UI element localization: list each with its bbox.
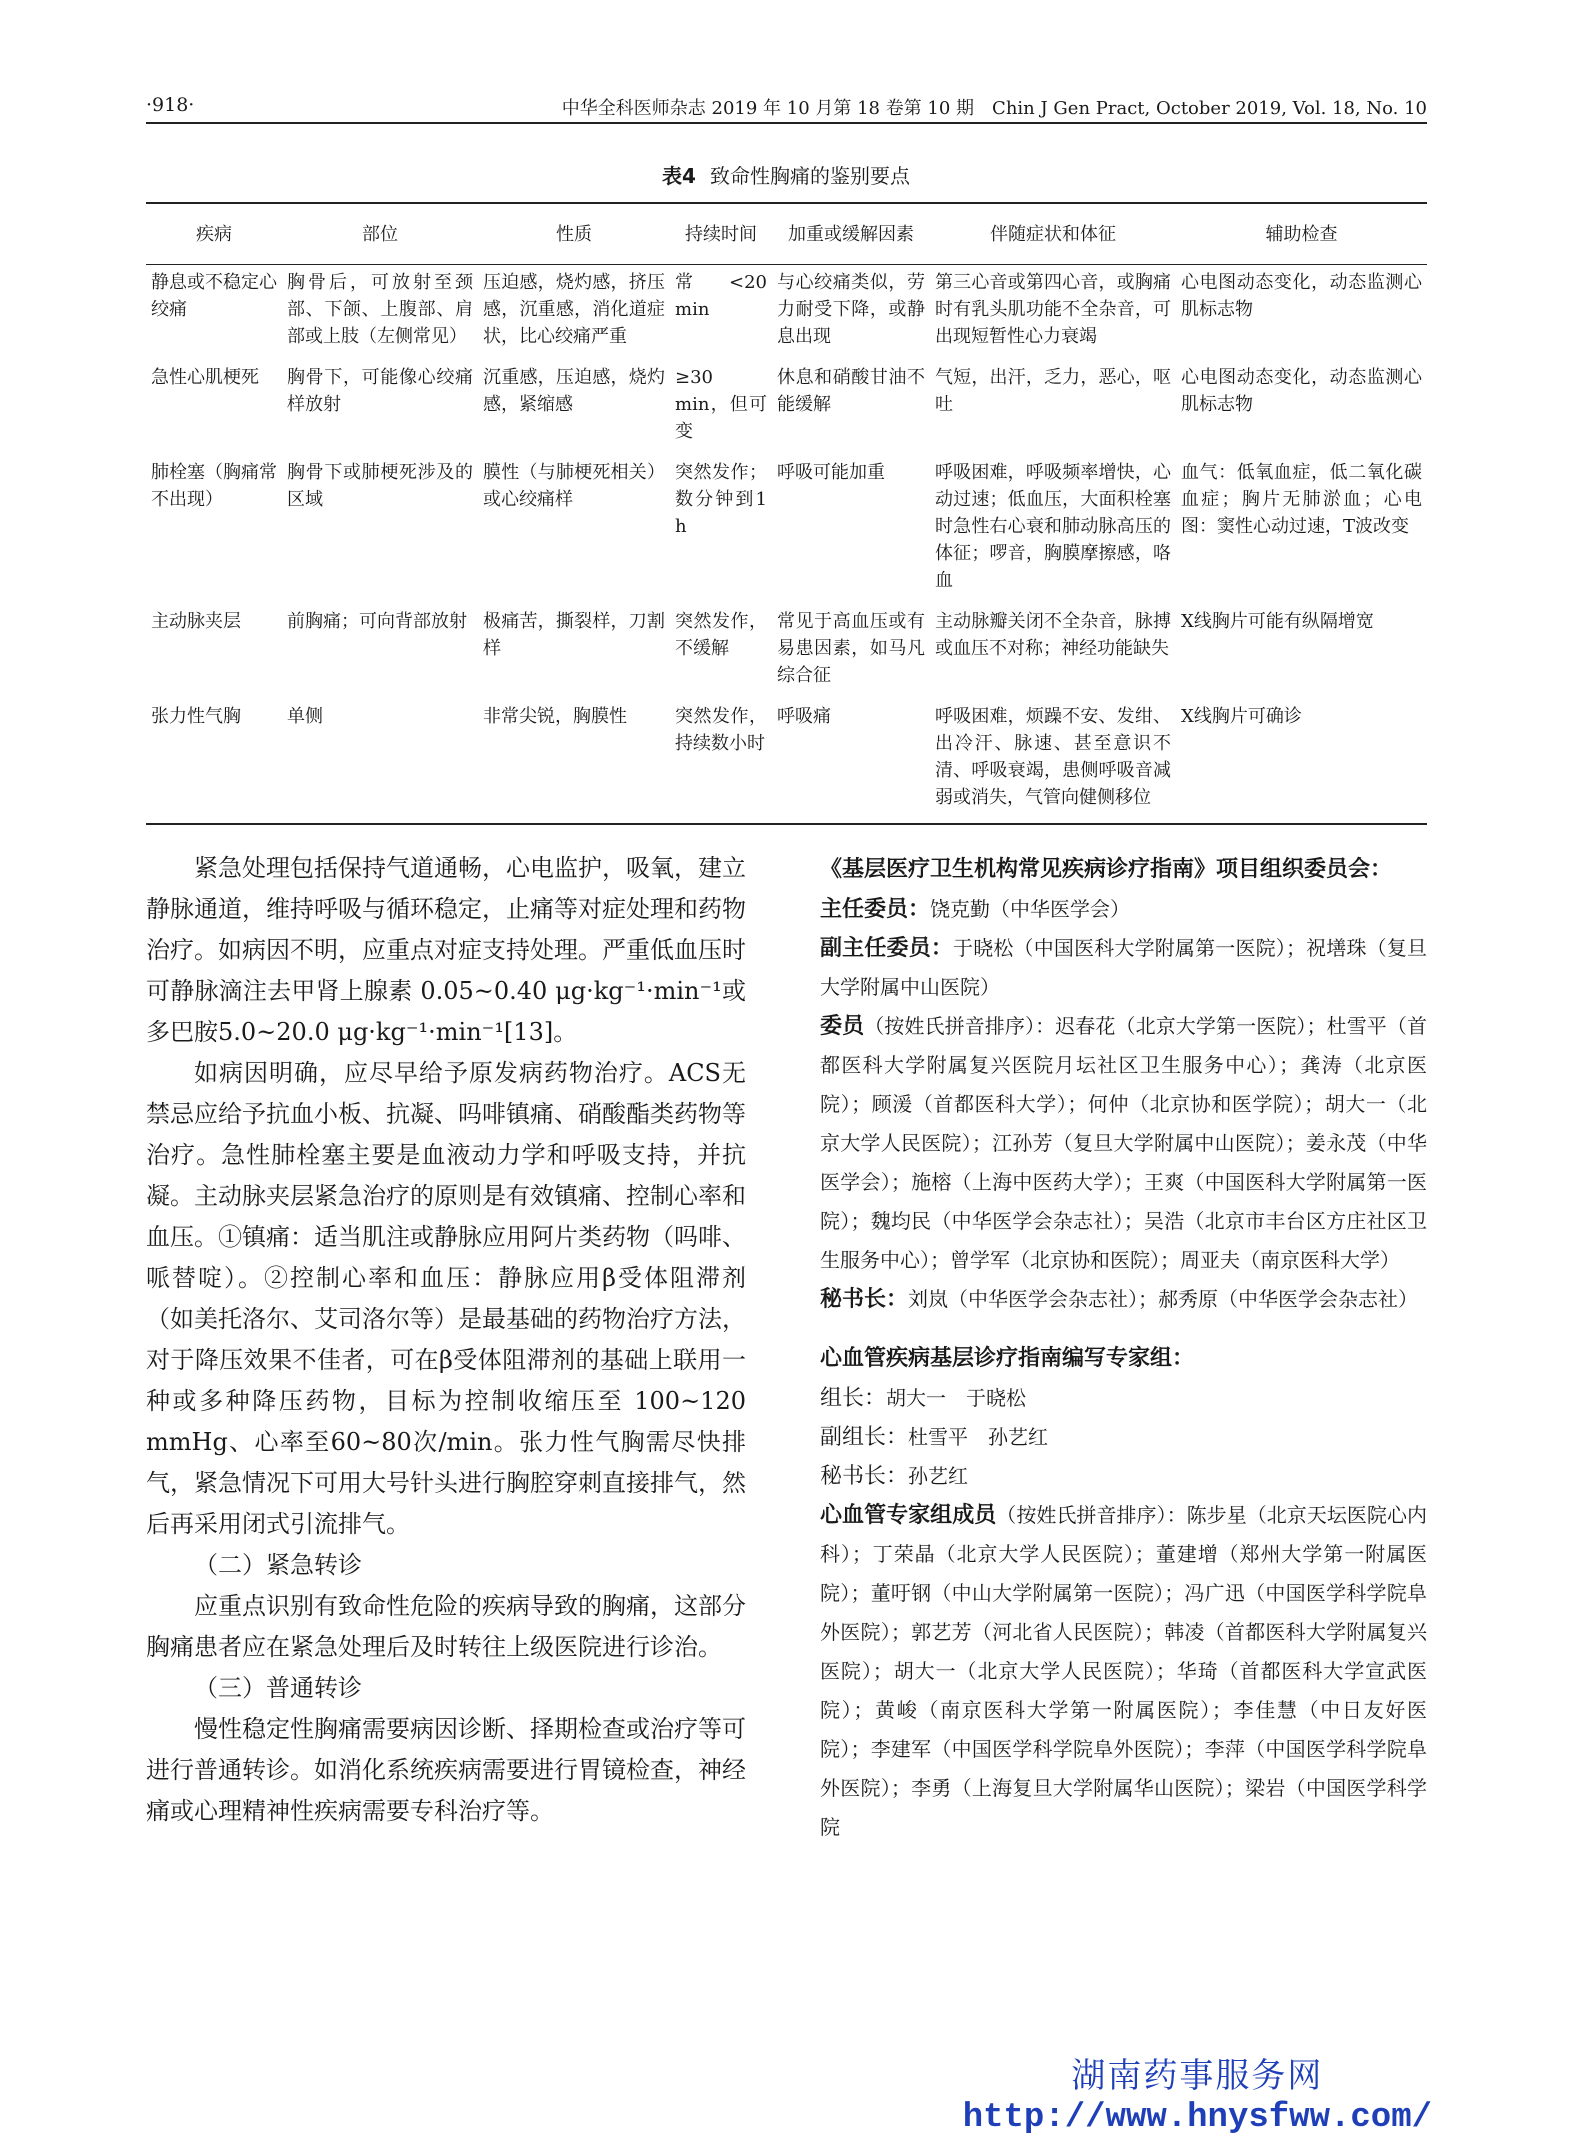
table-cell: 肺栓塞（胸痛常不出现） <box>151 462 277 510</box>
table-cell: 张力性气胸 <box>146 699 282 824</box>
vice-chair-label: 副主任委员： <box>820 936 954 961</box>
table-cell: X线胸片可确诊 <box>1176 699 1427 824</box>
table-cell: 心电图动态变化，动态监测心肌标志物 <box>1181 367 1422 415</box>
experts-note: （按姓氏拼音排序）： <box>996 1503 1187 1527</box>
table-cell: 压迫感，烧灼感，挤压感，沉重感，消化道症状，比心绞痛严重 <box>483 272 665 347</box>
table-cell: 胸骨下或肺梗死涉及的区域 <box>287 462 473 510</box>
chair-names: 饶克勤（中华医学会） <box>930 897 1131 921</box>
table-cell: 呼吸困难，呼吸频率增快，心动过速；低血压，大面积栓塞时急性右心衰和肺动脉高压的体征；啰音，胸膜摩擦感，咯血 <box>935 462 1171 591</box>
chair-line <box>820 890 1427 929</box>
table-cell: 心电图动态变化，动态监测心肌标志物 <box>1181 272 1422 320</box>
table-cell: X线胸片可能有纵隔增宽 <box>1181 611 1374 632</box>
table-cell: 呼吸痛 <box>772 699 930 824</box>
secretary-line <box>820 1280 1427 1319</box>
deputy-leader-line <box>820 1418 1427 1457</box>
table-cell: 休息和硝酸甘油不能缓解 <box>777 367 925 415</box>
leader-names: 胡大一 于晓松 <box>886 1386 1027 1410</box>
table-cell: 呼吸困难，烦躁不安、发绀、出冷汗、脉速、甚至意识不清、呼吸衰竭，患侧呼吸音减弱或消失，气管向健侧移位 <box>930 699 1176 824</box>
journal-citation: 中华全科医师杂志 2019 年 10 月第 18 卷第 10 期 Chin J Gen Pract, October 2019, Vol. 18, No. 10 <box>561 98 1427 119</box>
experts-label: 心血管专家组成员 <box>820 1503 997 1528</box>
table-row <box>146 455 1427 604</box>
members-note: （按姓氏拼音排序）： <box>864 1014 1056 1038</box>
paragraph-etiology-treatment: 如病因明确，应尽早给予原发病药物治疗。ACS无禁忌应给予抗血小板、抗凝、吗啡镇痛、硝酸酯类药物等治疗。急性肺栓塞主要是血液动力学和呼吸支持，并抗凝。主动脉夹层紧急治疗的原则是有效镇痛、控制心率和血压。①镇痛：适当肌注或静脉应用阿片类药物（吗啡、哌替啶）。②控制心率和血压：静脉应用β受体阻滞剂（如美托洛尔、艾司洛尔等）是最基础的药物治疗方法，对于降压效果不佳者，可在β受体阻滞剂的基础上联用一种或多种降压药物，目标为控制收缩压至 100~120 mmHg、心率至60~80次/min。张力性气胸需尽快排气，紧急情况下可用大号针头进行胸腔穿刺直接排气，然后再采用闭式引流排气。 <box>146 1059 746 1538</box>
col-header-signs: 伴随症状和体征 <box>930 203 1176 265</box>
table-cell: 常见于高血压或有易患因素，如马凡综合征 <box>777 611 925 686</box>
table-cell: 主动脉夹层 <box>151 611 241 632</box>
table-cell: ≥30 min，但可变 <box>675 367 767 442</box>
leader-label: 组长： <box>820 1386 887 1411</box>
col-header-factors: 加重或缓解因素 <box>772 203 930 265</box>
members-line <box>820 1007 1427 1280</box>
table-cell: 突然发作，持续数小时 <box>670 699 772 824</box>
paragraph-emergency-treatment: 紧急处理包括保持气道通畅，心电监护，吸氧，建立静脉通道，维持呼吸与循环稳定，止痛等对症处理和药物治疗。如病因不明，应重点对症支持处理。严重低血压时可静脉滴注去甲肾上腺素 0.05~0.40 μg·kg⁻¹·min⁻¹或多巴胺5.0~20.0 μg·kg⁻¹·min⁻¹[13]。 <box>146 854 746 1046</box>
paragraph-routine-referral: 慢性稳定性胸痛需要病因诊断、择期检查或治疗等可进行普通转诊。如消化系统疾病需要进行胃镜检查，神经痛或心理精神性疾病需要专科治疗等。 <box>146 1715 746 1825</box>
table-row <box>146 604 1427 699</box>
table-cell: 血气：低氧血症，低二氧化碳血症；胸片无肺淤血；心电图：窦性心动过速，T波改变 <box>1181 462 1422 537</box>
table-cell: 急性心肌梗死 <box>151 367 259 388</box>
col-header-tests: 辅助检查 <box>1176 203 1427 265</box>
body-left-column <box>146 848 746 1832</box>
table-title: 致命性胸痛的鉴别要点 <box>709 164 910 188</box>
vice-chair-line <box>820 929 1427 1007</box>
table-cell: 与心绞痛类似，劳力耐受下降，或静息出现 <box>777 272 925 347</box>
watermark-name: 湖南药事服务网 <box>1071 2058 1324 2095</box>
table-cell: 主动脉瓣关闭不全杂音，脉搏或血压不对称；神经功能缺失 <box>935 611 1171 659</box>
secretary-label: 秘书长： <box>820 1287 909 1312</box>
table-cell: 胸骨下，可能像心绞痛样放射 <box>287 367 473 415</box>
table-cell: 突然发作；数分钟到1 h <box>675 462 767 537</box>
body-right-column <box>820 850 1427 1847</box>
table-row <box>146 699 1427 824</box>
table-cell: 常<20 min <box>675 272 767 320</box>
secretary-names: 刘岚（中华医学会杂志社）；郝秀原（中华医学会杂志社） <box>908 1287 1419 1311</box>
experts-names: 陈步星（北京天坛医院心内科）；丁荣晶（北京大学人民医院）；董建增（郑州大学第一附属医院）；董吁钢（中山大学附属第一医院）；冯广迅（中国医学科学院阜外医院）；郭艺芳（河北省人民医院）；韩凌（首都医科大学附属复兴医院）；胡大一（北京大学人民医院）；华琦（首都医科大学宣武医院）；黄峻（南京医科大学第一附属医院）；李佳慧（中日友好医院）；李建军（中国医学科学院阜外医院）；李萍（中国医学科学院阜外医院）；李勇（上海复旦大学附属华山医院）；梁岩（中国医学科学院 <box>820 1503 1427 1839</box>
experts-line <box>820 1496 1427 1847</box>
table-cell: 前胸痛；可向背部放射 <box>287 611 467 632</box>
col-header-location: 部位 <box>282 203 478 265</box>
chair-label: 主任委员： <box>820 897 931 922</box>
table-cell: 非常尖锐，胸膜性 <box>478 699 670 824</box>
running-header <box>146 92 1427 124</box>
table-cell: 极痛苦，撕裂样，刀割样 <box>483 611 665 659</box>
subheading-emergency-referral: （二）紧急转诊 <box>194 1551 362 1579</box>
table-row <box>146 360 1427 455</box>
group-secretary-line <box>820 1457 1427 1496</box>
subheading-routine-referral: （三）普通转诊 <box>194 1674 362 1702</box>
committee-title: 《基层医疗卫生机构常见疾病诊疗指南》项目组织委员会： <box>820 857 1393 882</box>
page-number: ·918· <box>146 94 195 116</box>
table-cell: 单侧 <box>282 699 478 824</box>
table-cell: 突然发作，不缓解 <box>675 611 767 659</box>
table-cell: 气短，出汗，乏力，恶心，呕吐 <box>935 367 1171 415</box>
expert-group-title: 心血管疾病基层诊疗指南编写专家组： <box>820 1346 1195 1371</box>
table-cell: 呼吸可能加重 <box>777 462 885 483</box>
table-cell: 第三心音或第四心音，或胸痛时有乳头肌功能不全杂音，可出现短暂性心力衰竭 <box>935 272 1171 347</box>
table-cell: 静息或不稳定心绞痛 <box>151 272 277 320</box>
table-cell: 沉重感，压迫感，烧灼感，紧缩感 <box>483 367 665 415</box>
col-header-disease: 疾病 <box>146 203 282 265</box>
table-row <box>146 265 1427 361</box>
vice-chair-names: 于晓松（中国医科大学附属第一医院）；祝墡珠（复旦大学附属中山医院） <box>820 936 1427 999</box>
table-cell: 膜性（与肺梗死相关）或心绞痛样 <box>483 462 665 510</box>
group-secretary-label: 秘书长： <box>820 1464 909 1489</box>
deputy-leader-label: 副组长： <box>820 1425 909 1450</box>
table-header-row <box>146 203 1427 265</box>
group-secretary-names: 孙艺红 <box>908 1464 969 1488</box>
differential-table <box>146 202 1427 825</box>
col-header-character: 性质 <box>478 203 670 265</box>
table-number: 表4 <box>662 164 696 188</box>
leader-line <box>820 1379 1427 1418</box>
paragraph-emergency-referral: 应重点识别有致命性危险的疾病导致的胸痛，这部分胸痛患者应在紧急处理后及时转往上级医院进行诊治。 <box>146 1592 746 1661</box>
deputy-leader-names: 杜雪平 孙艺红 <box>908 1425 1049 1449</box>
table-caption <box>0 160 1572 189</box>
col-header-duration: 持续时间 <box>670 203 772 265</box>
watermark-url[interactable]: http://www.hnysfww.com/ <box>962 2099 1432 2137</box>
table-cell: 胸骨后，可放射至颈部、下颌、上腹部、肩部或上肢（左侧常见） <box>287 272 473 347</box>
members-names: 迟春花（北京大学第一医院）；杜雪平（首都医科大学附属复兴医院月坛社区卫生服务中心）；龚涛（北京医院）；顾湲（首都医科大学）；何仲（北京协和医学院）；胡大一（北京大学人民医院）；江孙芳（复旦大学附属中山医院）；姜永茂（中华医学会）；施榕（上海中医药大学）；王爽（中国医科大学附属第一医院）；魏均民（中华医学会杂志社）；吴浩（北京市丰台区方庄社区卫生服务中心）；曾学军（北京协和医院）；周亚夫（南京医科大学） <box>820 1014 1427 1272</box>
site-watermark <box>963 2048 1432 2137</box>
members-label: 委员 <box>820 1014 865 1039</box>
section-gap <box>820 1319 1427 1339</box>
